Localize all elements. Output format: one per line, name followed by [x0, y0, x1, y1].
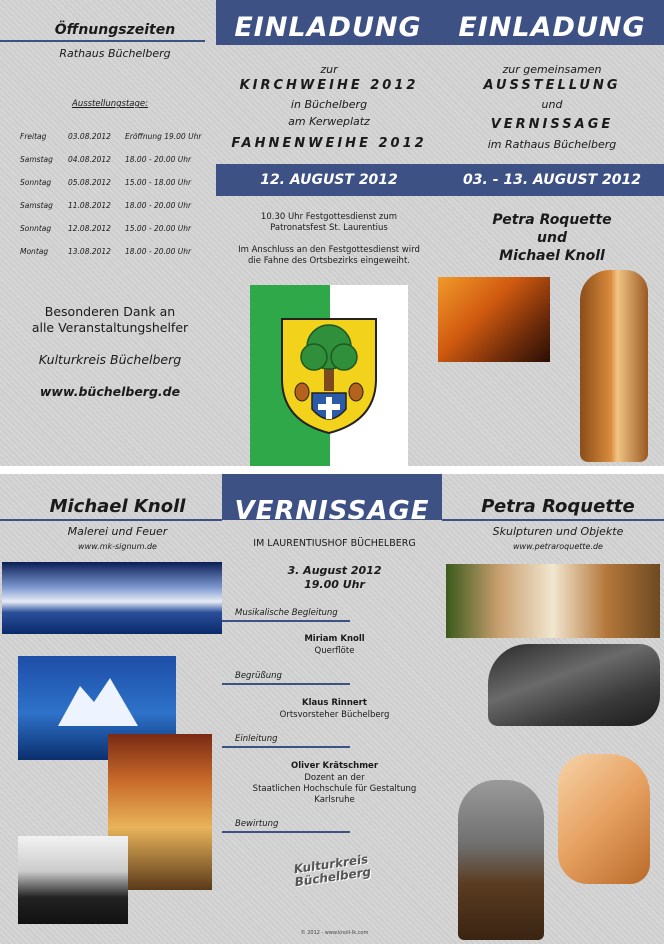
speaker-role: Dozent an der: [304, 773, 365, 783]
divider: [222, 620, 350, 622]
painting-image: [438, 277, 550, 362]
program-section-label: Begrüßung: [235, 671, 282, 681]
speaker-role: Querflöte: [314, 646, 355, 656]
event-text: in Büchelberg: [290, 98, 368, 111]
table-row: Sonntag 05.08.2012 15.00 - 18.00 Uhr: [20, 178, 192, 187]
program-section-label: Musikalische Begleitung: [235, 608, 338, 618]
club-name: Kulturkreis Büchelberg: [38, 352, 182, 367]
artist-and: und: [537, 230, 567, 246]
club-logo: Kulturkreis Büchelberg: [293, 851, 372, 890]
artist-name: Petra Roquette: [492, 212, 612, 228]
table-row: Sonntag 12.08.2012 15.00 - 20.00 Uhr: [20, 224, 192, 233]
table-row: Freitag 03.08.2012 Eröffnung 19.00 Uhr: [20, 132, 202, 141]
sculpture-image: [580, 270, 648, 462]
event-title: AUSSTELLUNG: [483, 78, 621, 93]
program-section-label: Einleitung: [235, 734, 278, 744]
date-left: 12. AUGUST 2012: [260, 172, 398, 188]
venue: IM LAURENTIUSHOF BÜCHELBERG: [253, 538, 416, 549]
sculpture-photo: [446, 564, 660, 638]
service-text: 10.30 Uhr Festgottesdienst zum: [260, 212, 398, 222]
program-section-label: Bewirtung: [235, 819, 279, 829]
coat-of-arms-icon: [280, 317, 378, 435]
invitation-header-left: EINLADUNG: [234, 12, 422, 43]
divider: [222, 746, 350, 748]
artist-subtitle: Malerei und Feuer: [67, 525, 168, 538]
speaker-name: Miriam Knoll: [304, 634, 365, 644]
artist-name: Petra Roquette: [481, 496, 635, 517]
vernissage-header: VERNISSAGE: [234, 496, 430, 526]
invitation-sheet-bottom: [0, 474, 664, 944]
village-flag: [250, 285, 408, 466]
city-painting: [18, 836, 128, 924]
opening-table: [20, 125, 204, 263]
event-time: 19.00 Uhr: [304, 578, 365, 591]
table-row: Samstag 11.08.2012 18.00 - 20.00 Uhr: [20, 201, 192, 210]
footer-credit: © 2012 · www.knoll-lk.com: [300, 930, 369, 936]
artist-name: Michael Knoll: [49, 496, 186, 517]
opening-title: Öffnungszeiten: [54, 22, 176, 38]
artist-name: Michael Knoll: [499, 248, 605, 264]
artist-website: www.mk-signum.de: [78, 542, 157, 551]
invitation-sheet-top: [0, 0, 664, 466]
event-text: im Rathaus Büchelberg: [487, 138, 617, 151]
divider: [442, 519, 664, 521]
speaker-role: Karlsruhe: [314, 795, 355, 805]
artist-website: www.petraroquette.de: [513, 542, 603, 551]
service-text: Im Anschluss an den Festgottesdienst wird: [238, 245, 420, 255]
event-date: 3. August 2012: [287, 564, 382, 577]
event-text: am Kerweplatz: [288, 115, 370, 128]
event-text: und: [541, 98, 563, 111]
days-label: Ausstellungstage:: [72, 99, 148, 109]
thanks-line-1: Besonderen Dank an: [44, 304, 176, 319]
speaker-role: Ortsvorsteher Büchelberg: [279, 710, 390, 720]
intro-text: zur: [320, 63, 338, 76]
intro-text: zur gemeinsamen: [502, 63, 602, 76]
speaker-name: Oliver Krätschmer: [290, 761, 379, 771]
speaker-name: Klaus Rinnert: [302, 698, 367, 708]
opening-place: Rathaus Büchelberg: [59, 47, 171, 60]
table-row: Montag 13.08.2012 18.00 - 20.00 Uhr: [20, 247, 192, 256]
artist-subtitle: Skulpturen und Objekte: [492, 525, 624, 538]
event-title: VERNISSAGE: [490, 117, 614, 132]
speaker-role: Staatlichen Hochschule für Gestaltung: [252, 784, 417, 794]
hand-sculpture: [488, 644, 660, 726]
divider: [222, 831, 350, 833]
divider: [0, 519, 222, 521]
divider: [0, 40, 205, 42]
seascape-painting: [2, 562, 222, 634]
invitation-header-right: EINLADUNG: [458, 12, 646, 43]
service-text: die Fahne des Ortsbezirks eingeweiht.: [248, 256, 410, 266]
table-row: Samstag 04.08.2012 18.00 - 20.00 Uhr: [20, 155, 192, 164]
thanks-line-2: alle Veranstaltungshelfer: [31, 320, 189, 335]
service-text: Patronatsfest St. Laurentius: [270, 223, 388, 233]
event-title: FAHNENWEIHE 2012: [231, 136, 427, 151]
head-sculpture: [458, 780, 544, 940]
divider: [222, 683, 350, 685]
wood-sculpture: [558, 754, 650, 884]
event-title: KIRCHWEIHE 2012: [239, 78, 419, 93]
website: www.büchelberg.de: [39, 384, 181, 399]
date-right: 03. - 13. AUGUST 2012: [463, 172, 641, 188]
